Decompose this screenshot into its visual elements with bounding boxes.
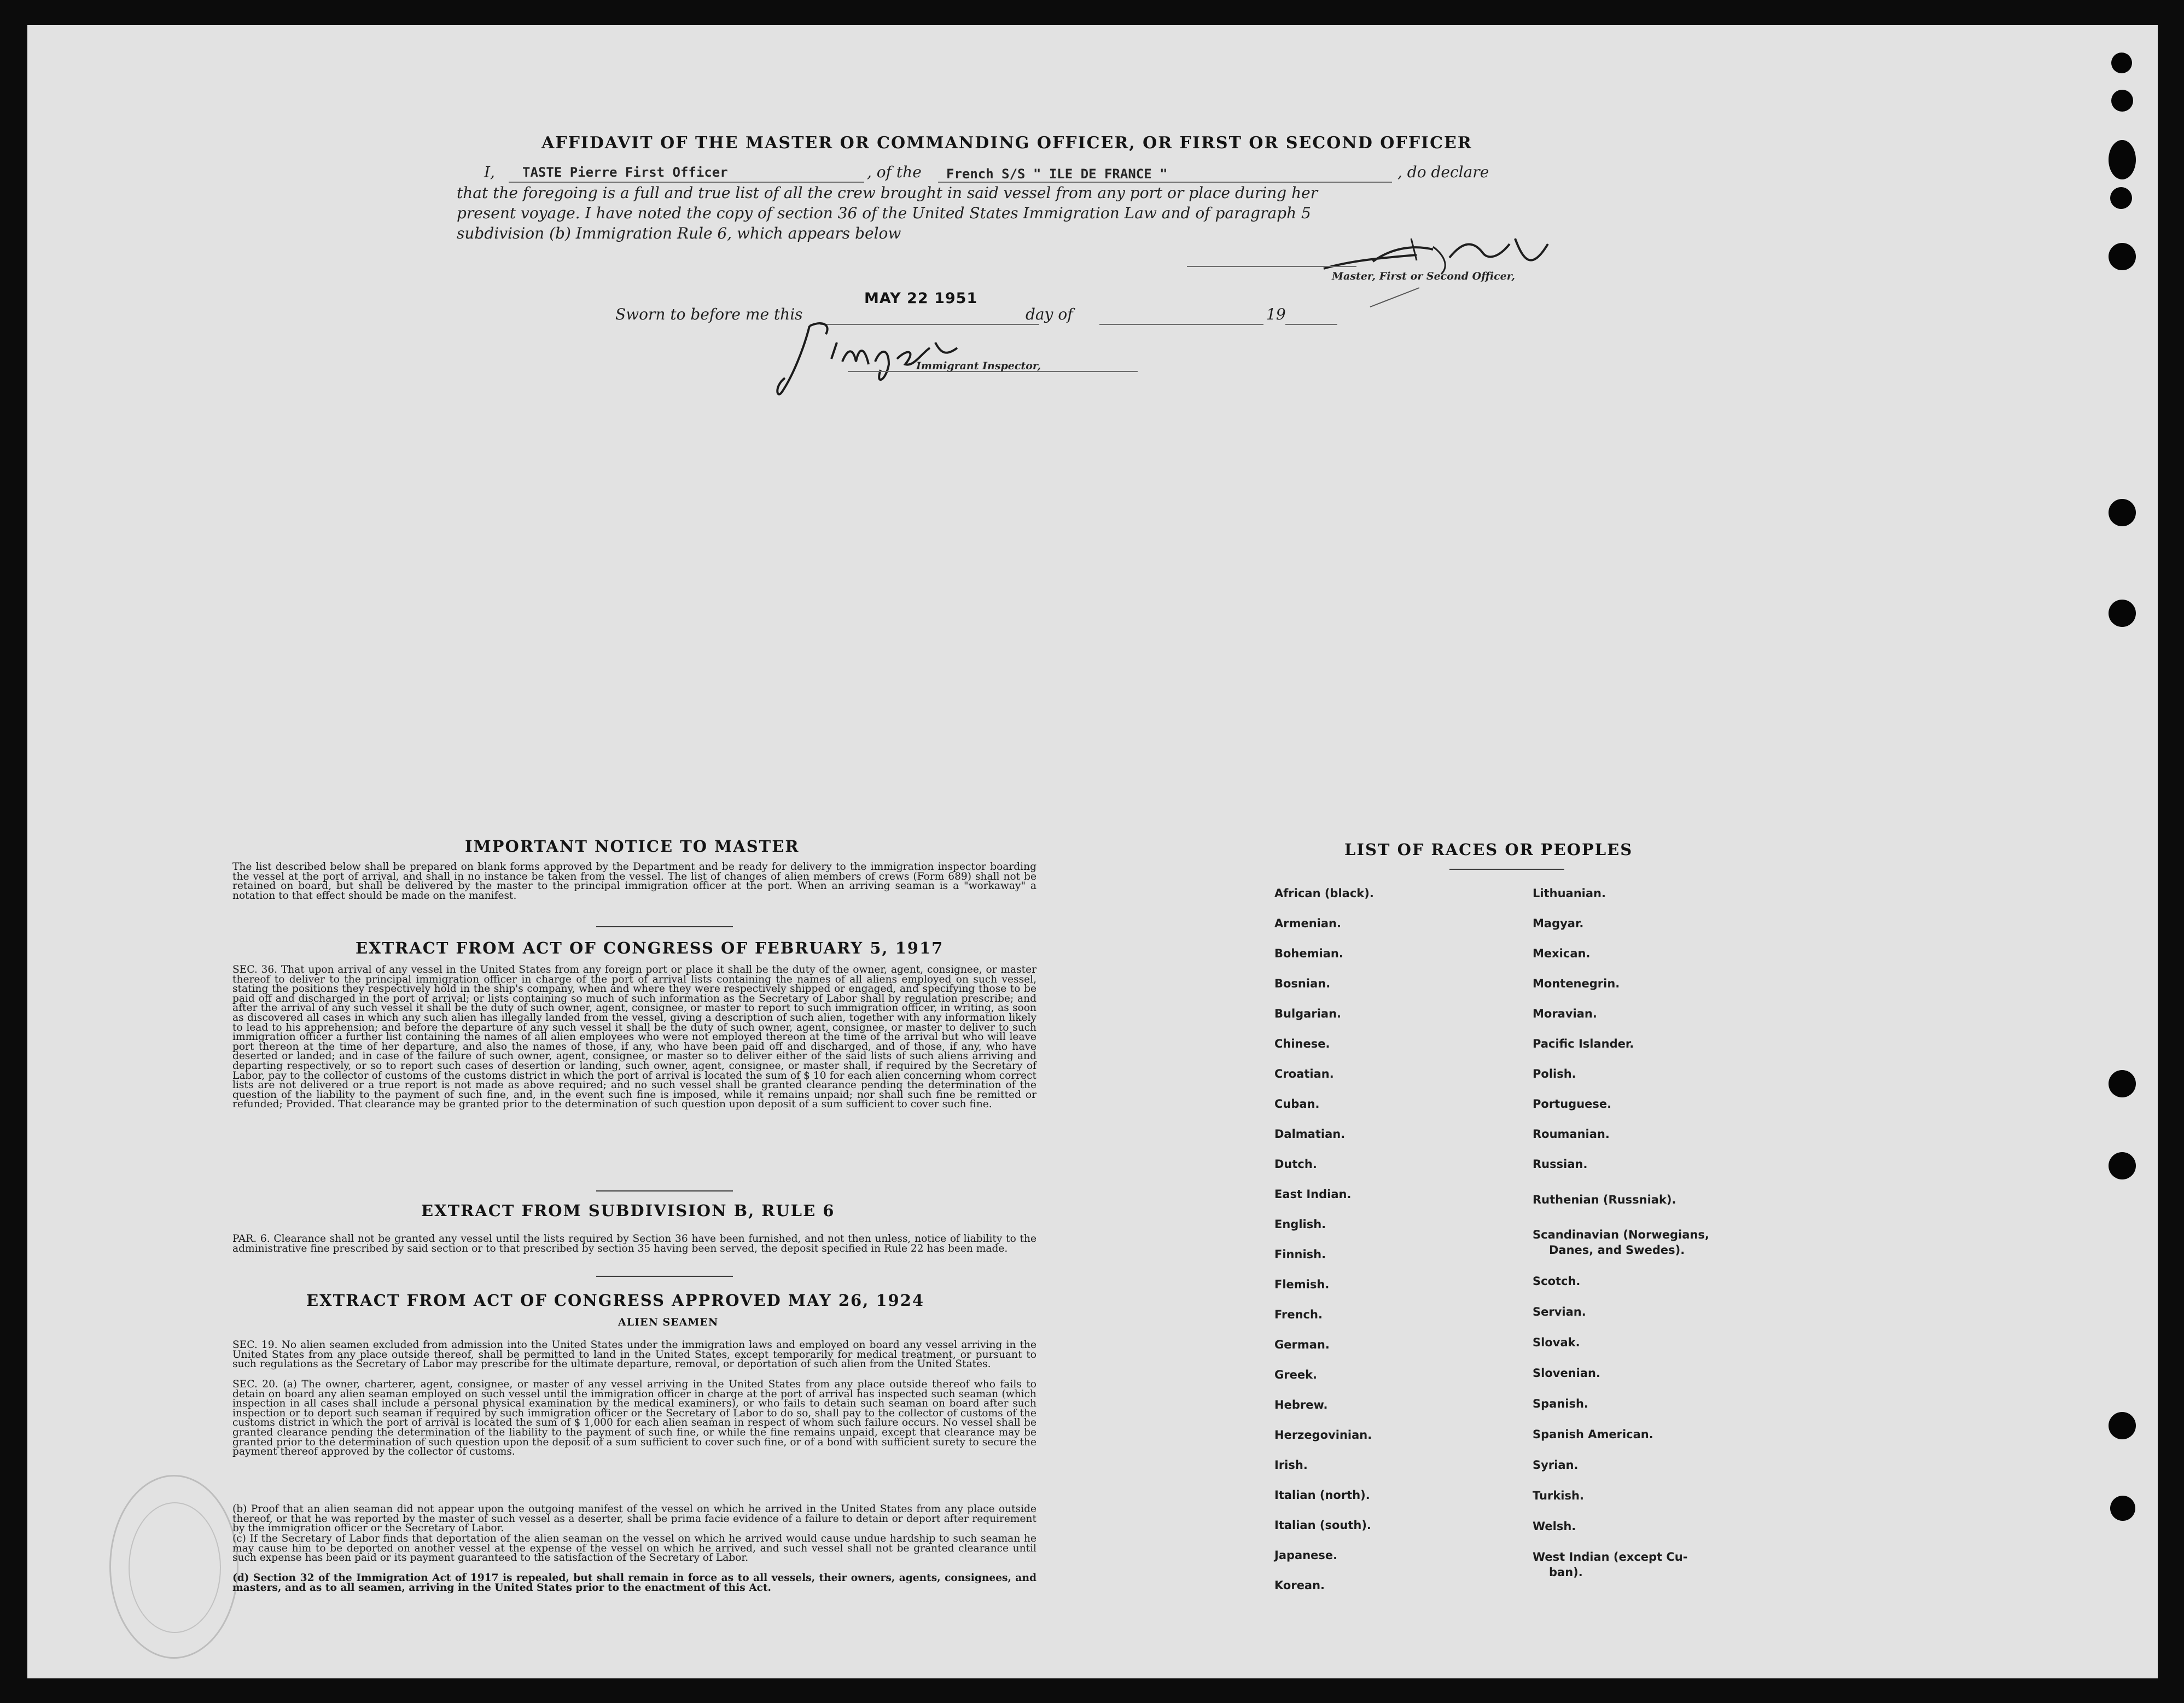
race-item: Dalmatian. <box>1274 1127 1346 1141</box>
punch-hole <box>2111 90 2133 112</box>
sec19-text: SEC. 19. No alien seamen excluded from admission into the United States under the immigration laws and employed on board any vessel arriving in the United States from any place outside thereof, shall be permitted to land in the United States, except temporarily for medical treatment, or pursuant to such regulations as the Secretary of Labor may prescribe for the ultimate departure, removal, or deportation of such alien from the United States. <box>232 1339 1036 1370</box>
punch-hole <box>2110 1496 2135 1521</box>
race-item: Bohemian. <box>1274 947 1343 960</box>
race-item: Servian. <box>1533 1305 1586 1318</box>
race-item: Scotch. <box>1533 1275 1581 1288</box>
race-item: Ruthenian (Russniak). <box>1533 1193 1676 1206</box>
notice-text: The list described below shall be prepared on blank forms approved by the Department and be ready for delivery to the immigration inspector boarding the vessel at the port of arrival, and shall in no instance be taken from the vessel. The list of changes of alien members of crews (Form 689) shall not be retained on board, but shall be delivered by the master to the principal immigration officer at the port. When an arriving seaman is a "workaway" a notation to that effect should be made on the manifest. <box>232 861 1036 902</box>
race-item: West Indian (except Cu- <box>1533 1550 1688 1563</box>
officer-name: TASTE Pierre First Officer <box>522 165 728 180</box>
inspector-signature <box>771 310 968 408</box>
affidavit-of-the: , of the <box>867 163 922 181</box>
rule6-text: PAR. 6. Clearance shall not be granted any vessel until the lists required by Section 36 have been furnished, and not then unless, notice of liability to the administrative fine prescribed by said section or to that prescribed by section 35 having been served, the deposit specified in Rule 22 has been made. <box>232 1233 1036 1254</box>
sec20a-text: SEC. 20. (a) The owner, charterer, agent, consignee, or master of any vessel arriving in the United States from any place outside thereof who fails to detain on board any alien seaman employed on such vessel until the immigration officer in charge at the port of arrival has inspected such seaman (which inspection in all cases shall include a personal physical examination by the medical examiners), or who fails to detain such seaman on board after such inspection or to deport such seaman if required by such immigration officer or the Secretary of Labor to do so, shall pay to the collector of customs of the customs district in which the port of arrival is located the sum of $ 1,000 for each alien seaman in respect of whom such failure occurs. No vessel shall be granted clearance pending the determination of the liability to the payment of such fine, or while the fine remains unpaid, except that clearance may be granted prior to the determination of such question upon the deposit of a sum sufficient to cover such fine, or of a bond with sufficient surety to secure the payment thereof approved by the collector of customs. <box>232 1379 1036 1458</box>
race-item: Japanese. <box>1274 1549 1338 1562</box>
race-item: Italian (north). <box>1274 1489 1370 1502</box>
punch-hole <box>2109 243 2136 270</box>
race-item: German. <box>1274 1338 1330 1351</box>
punch-hole <box>2110 187 2132 209</box>
race-item: Pacific Islander. <box>1533 1037 1634 1050</box>
race-item: Bulgarian. <box>1274 1007 1342 1020</box>
race-item: Greek. <box>1274 1368 1318 1381</box>
race-item: Armenian. <box>1274 917 1341 930</box>
sec20d-text: (d) Section 32 of the Immigration Act of 1917 is repealed, but shall remain in force as to all vessels, their owners, agents, consignees, and masters, and as to all seamen, arriving in the United States prior to the enactment of this Act. <box>232 1572 1036 1594</box>
affidavit-line-4: subdivision (b) Immigration Rule 6, which appears below <box>457 224 901 242</box>
race-item: Spanish American. <box>1533 1428 1653 1441</box>
race-item: ban). <box>1549 1566 1583 1579</box>
sworn-to-label: Sworn to before me this <box>615 305 803 323</box>
signature-line <box>1187 266 1356 267</box>
divider <box>596 1276 733 1277</box>
rule6-title: EXTRACT FROM SUBDIVISION B, RULE 6 <box>421 1201 835 1220</box>
race-item: Bosnian. <box>1274 977 1331 990</box>
signature-tail <box>1367 282 1422 310</box>
punch-hole <box>2111 53 2132 73</box>
race-item: African (black). <box>1274 887 1374 900</box>
race-item: Croatian. <box>1274 1067 1334 1080</box>
inspector-label: Immigrant Inspector, <box>916 360 1041 372</box>
divider <box>1449 869 1564 870</box>
affidavit-title: AFFIDAVIT OF THE MASTER OR COMMANDING OFFICER, OR FIRST OR SECOND OFFICER <box>541 133 1472 153</box>
race-item: Turkish. <box>1533 1489 1584 1502</box>
embossed-seal-inner <box>129 1502 221 1633</box>
day-of-label: day of <box>1026 305 1073 323</box>
date-stamp: MAY 22 1951 <box>864 290 978 307</box>
race-item: Welsh. <box>1533 1520 1576 1533</box>
race-item: Danes, and Swedes). <box>1549 1243 1685 1257</box>
race-item: Slovenian. <box>1533 1367 1600 1380</box>
punch-hole <box>2109 1412 2136 1439</box>
race-item: Spanish. <box>1533 1397 1588 1410</box>
name-line <box>509 182 864 183</box>
punch-hole <box>2109 1070 2136 1097</box>
day-line <box>1099 324 1263 325</box>
race-item: Syrian. <box>1533 1458 1579 1472</box>
race-item: French. <box>1274 1308 1323 1321</box>
race-item: Flemish. <box>1274 1278 1330 1291</box>
race-item: Finnish. <box>1274 1248 1326 1261</box>
race-item: Slovak. <box>1533 1336 1580 1349</box>
year-label: 19 <box>1266 305 1286 323</box>
race-item: Russian. <box>1533 1158 1588 1171</box>
race-item: Hebrew. <box>1274 1398 1328 1411</box>
race-item: Montenegrin. <box>1533 977 1620 990</box>
punch-hole <box>2109 140 2136 179</box>
divider <box>596 926 733 927</box>
race-item: Magyar. <box>1533 917 1584 930</box>
notice-title: IMPORTANT NOTICE TO MASTER <box>465 837 800 856</box>
year-line <box>1285 324 1337 325</box>
race-item: Cuban. <box>1274 1097 1320 1111</box>
race-item: Herzegovinian. <box>1274 1428 1372 1442</box>
extract-1917-title: EXTRACT FROM ACT OF CONGRESS OF FEBRUARY 5, 1917 <box>356 939 944 957</box>
race-item: East Indian. <box>1274 1188 1352 1201</box>
race-item: Italian (south). <box>1274 1519 1371 1532</box>
sec20b-text: (b) Proof that an alien seaman did not appear upon the outgoing manifest of the vessel on which he arrived in the United States from any place outside thereof, or that he was reported by the master of such vessel as a deserter, shall be prima facie evidence of a failure to detain or deport after requirement by the immigration officer or the Secretary of Labor. <box>232 1503 1036 1535</box>
punch-hole <box>2109 600 2136 627</box>
affidavit-line-2: that the foregoing is a full and true list of all the crew brought in said vessel from any port or place during her <box>457 184 1318 202</box>
race-item: Lithuanian. <box>1533 887 1606 900</box>
affidavit-i: I, <box>484 163 495 181</box>
race-item: Chinese. <box>1274 1037 1330 1050</box>
race-item: English. <box>1274 1218 1326 1231</box>
race-item: Mexican. <box>1533 947 1591 960</box>
race-item: Korean. <box>1274 1579 1325 1592</box>
race-item: Scandinavian (Norwegians, <box>1533 1228 1709 1241</box>
race-item: Portuguese. <box>1533 1097 1612 1111</box>
race-item: Dutch. <box>1274 1158 1317 1171</box>
divider <box>596 1190 733 1191</box>
race-item: Moravian. <box>1533 1007 1597 1020</box>
alien-seamen-subtitle: ALIEN SEAMEN <box>618 1316 719 1328</box>
affidavit-line-3: present voyage. I have noted the copy of section 36 of the United States Immigration Law and of paragraph 5 <box>457 204 1311 222</box>
punch-hole <box>2109 1152 2136 1179</box>
affidavit-declare: , do declare <box>1397 163 1489 181</box>
punch-hole <box>2109 499 2136 526</box>
sec20c-text: (c) If the Secretary of Labor finds that deportation of the alien seaman on the vessel on which he arrived would cause undue hardship to such seaman he may cause him to be deported on another vessel at the expense of the vessel on which he arrived, and such vessel shall not be granted clearance until such expense has been paid or its payment guaranteed to the satisfaction of the Secretary of Labor. <box>232 1533 1036 1564</box>
extract-1924-title: EXTRACT FROM ACT OF CONGRESS APPROVED MAY 26, 1924 <box>306 1291 925 1310</box>
race-item: Irish. <box>1274 1458 1308 1472</box>
races-title: LIST OF RACES OR PEOPLES <box>1344 840 1633 859</box>
vessel-name: French S/S " ILE DE FRANCE " <box>946 166 1168 182</box>
race-item: Polish. <box>1533 1067 1576 1080</box>
extract-1917-text: SEC. 36. That upon arrival of any vessel in the United States from any foreign port or place it shall be the duty of the owner, agent, consignee, or master thereof to deliver to the principal immigration officer in charge of the port of arrival lists containing the names of all aliens employed on such vessel, stating the positions they respectively hold in the ship's company, when and where they were respectively shipped or engaged, and specifying those to be paid off and discharged in the port of arrival; or lists containing so much of such information as the Secretary of Labor shall by regulation prescribe; and after the arrival of any such vessel it shall be the duty of such owner, agent, consignee, or master to report to such immigration officer, in writing, as soon as discovered all cases in which any such alien has illegally landed from the vessel, giving a description of such alien, together with any information likely to lead to his apprehension; and before the departure of any such vessel it shall be the duty of such owner, agent, consignee, or master to deliver to such immigration officer a further list containing the names of all alien employees who were not employed thereon at the time of the arrival but who will leave port thereon at the time of her departure, and also the names of those, if any, who have been paid off and discharged, and of those, if any, who have deserted or landed; and in case of the failure of such owner, agent, consignee, or master so to deliver either of the said lists of such aliens arriving and departing respectively, or so to report such cases of desertion or landing, such owner, agent, consignee, or master shall, if required by the Secretary of Labor, pay to the collector of customs of the customs district in which the port of arrival is located the sum of $ 10 for each alien concerning whom correct lists are not delivered or a true report is not made as above required; and no such vessel shall be granted clearance pending the determination of the question of the liability to the payment of such fine, and, in the event such fine is imposed, while it remains unpaid; nor shall such fine be remitted or refunded; Provided. That clearance may be granted prior to the determination of such question upon deposit of a sum sufficient to cover such fine. <box>232 964 1036 1111</box>
vessel-line <box>938 182 1392 183</box>
document-page <box>27 25 2158 1678</box>
officer-title-label: Master, First or Second Officer, <box>1332 270 1516 282</box>
race-item: Roumanian. <box>1533 1127 1610 1141</box>
